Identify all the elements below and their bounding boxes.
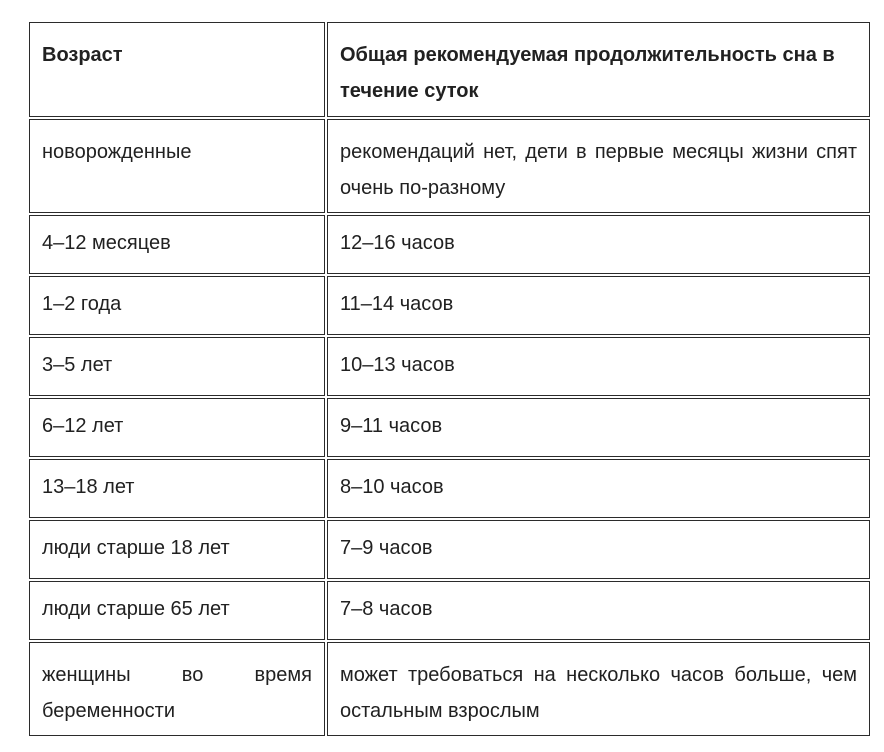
table-row — [29, 215, 870, 274]
age-cell: женщины во время беременности — [29, 642, 325, 736]
table-row — [29, 581, 870, 640]
duration-cell: может требоваться на несколько часов больше, чем остальным взрослым — [327, 642, 870, 736]
age-cell: люди старше 65 лет — [29, 581, 325, 640]
age-cell: 4–12 месяцев — [29, 215, 325, 274]
table-header-row — [29, 22, 870, 117]
duration-cell: 9–11 часов — [327, 398, 870, 457]
duration-cell: 10–13 часов — [327, 337, 870, 396]
age-cell: новорожденные — [29, 119, 325, 213]
table-row — [29, 642, 870, 736]
table-row — [29, 398, 870, 457]
header-duration: Общая рекомендуемая продолжительность сна в течение суток — [327, 22, 870, 117]
age-cell: 6–12 лет — [29, 398, 325, 457]
duration-cell: рекомендаций нет, дети в первые месяцы жизни спят очень по-разному — [327, 119, 870, 213]
table-row — [29, 459, 870, 518]
duration-cell: 12–16 часов — [327, 215, 870, 274]
age-cell: люди старше 18 лет — [29, 520, 325, 579]
age-cell: 1–2 года — [29, 276, 325, 335]
table-row — [29, 119, 870, 213]
duration-cell: 8–10 часов — [327, 459, 870, 518]
duration-cell: 11–14 часов — [327, 276, 870, 335]
table-row — [29, 276, 870, 335]
age-cell: 3–5 лет — [29, 337, 325, 396]
age-cell: 13–18 лет — [29, 459, 325, 518]
header-age: Возраст — [29, 22, 325, 117]
sleep-duration-table — [27, 20, 872, 738]
duration-cell: 7–9 часов — [327, 520, 870, 579]
table-row — [29, 337, 870, 396]
table-row — [29, 520, 870, 579]
duration-cell: 7–8 часов — [327, 581, 870, 640]
